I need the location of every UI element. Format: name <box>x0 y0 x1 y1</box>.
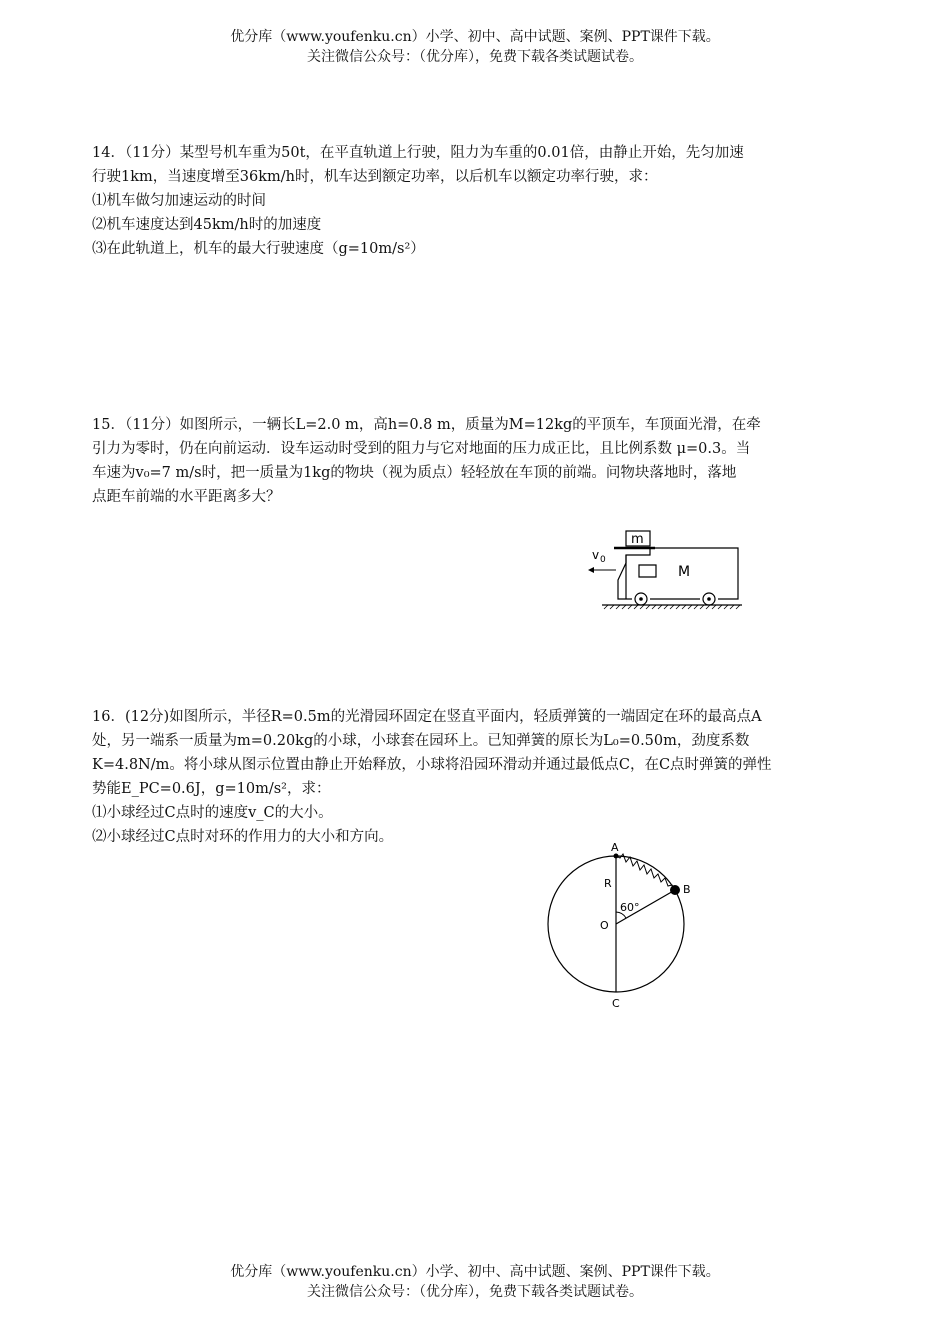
velocity-subscript: 0 <box>600 555 606 565</box>
header-line-1: 优分库（www.youfenku.cn）小学、初中、高中试题、案例、PPT课件下载。 <box>230 29 720 45</box>
q14-sub-1: ⑴机车做匀加速运动的时间 <box>92 193 266 209</box>
q15-line-1: 15．（11分）如图所示，一辆长L=2.0 m，高h=0.8 m，质量为M=12kg的平顶车，车顶面光滑，在牵 <box>92 417 761 433</box>
header-line-2: 关注微信公众号：（优分库），免费下载各类试题试卷。 <box>307 49 643 65</box>
q15-line-4: 点距车前端的水平距离多大？ <box>92 489 281 505</box>
ball-b <box>670 885 680 895</box>
question-15 <box>92 413 862 509</box>
q16-line-2: 处，另一端系一质量为m=0.20kg的小球，小球套在园环上。已知弹簧的原长为L₀=0.50m，劲度系数 <box>92 733 750 749</box>
question-14 <box>92 141 862 261</box>
q14-line-1: 14．（11分）某型号机车重为50t，在平直轨道上行驶，阻力为车重的0.01倍，由静止开始，先匀加速 <box>92 145 744 161</box>
q16-sub-1: ⑴小球经过C点时的速度v_C的大小。 <box>92 805 333 821</box>
q16-line-1: 16．(12分)如图所示，半径R=0.5m的光滑园环固定在竖直平面内，轻质弹簧的一端固定在环的最高点A <box>92 709 762 725</box>
truck-label: M <box>678 564 691 580</box>
truck-figure <box>580 525 745 610</box>
spring <box>616 854 675 890</box>
page-header <box>0 27 950 67</box>
q16-line-4: 势能E_PC=0.6J，g=10m/s²，求： <box>92 781 331 797</box>
q14-line-2: 行驶1km，当速度增至36km/h时，机车达到额定功率，以后机车以额定功率行驶，求： <box>92 169 658 185</box>
label-b: B <box>683 883 691 896</box>
point-a <box>614 854 619 859</box>
footer-line-1: 优分库（www.youfenku.cn）小学、初中、高中试题、案例、PPT课件下载。 <box>230 1264 720 1280</box>
question-16 <box>92 705 862 849</box>
label-a: A <box>611 841 619 854</box>
q14-sub-2: ⑵机车速度达到45km/h时的加速度 <box>92 217 322 233</box>
ring-figure <box>540 840 700 1015</box>
footer-line-2: 关注微信公众号：（优分库），免费下载各类试题试卷。 <box>307 1284 643 1300</box>
q15-line-3: 车速为v₀=7 m/s时，把一质量为1kg的物块（视为质点）轻轻放在车顶的前端。问物块落地时，落地 <box>92 465 737 481</box>
label-c: C <box>612 997 620 1010</box>
q14-sub-3: ⑶在此轨道上，机车的最大行驶速度（g=10m/s²） <box>92 241 425 257</box>
q16-line-3: K=4.8N/m。将小球从图示位置由静止开始释放，小球将沿园环滑动并通过最低点C，在C点时弹簧的弹性 <box>92 757 772 773</box>
block-label: m <box>631 532 644 547</box>
angle-label: 60° <box>620 901 640 914</box>
q16-sub-2: ⑵小球经过C点时对环的作用力的大小和方向。 <box>92 829 394 845</box>
velocity-label: v <box>592 548 600 562</box>
label-r: R <box>604 877 612 890</box>
q15-line-2: 引力为零时，仍在向前运动．设车运动时受到的阻力与它对地面的压力成正比，且比例系数 μ=0.3。当 <box>92 441 751 457</box>
label-o: O <box>600 919 609 932</box>
page-footer <box>0 1262 950 1302</box>
